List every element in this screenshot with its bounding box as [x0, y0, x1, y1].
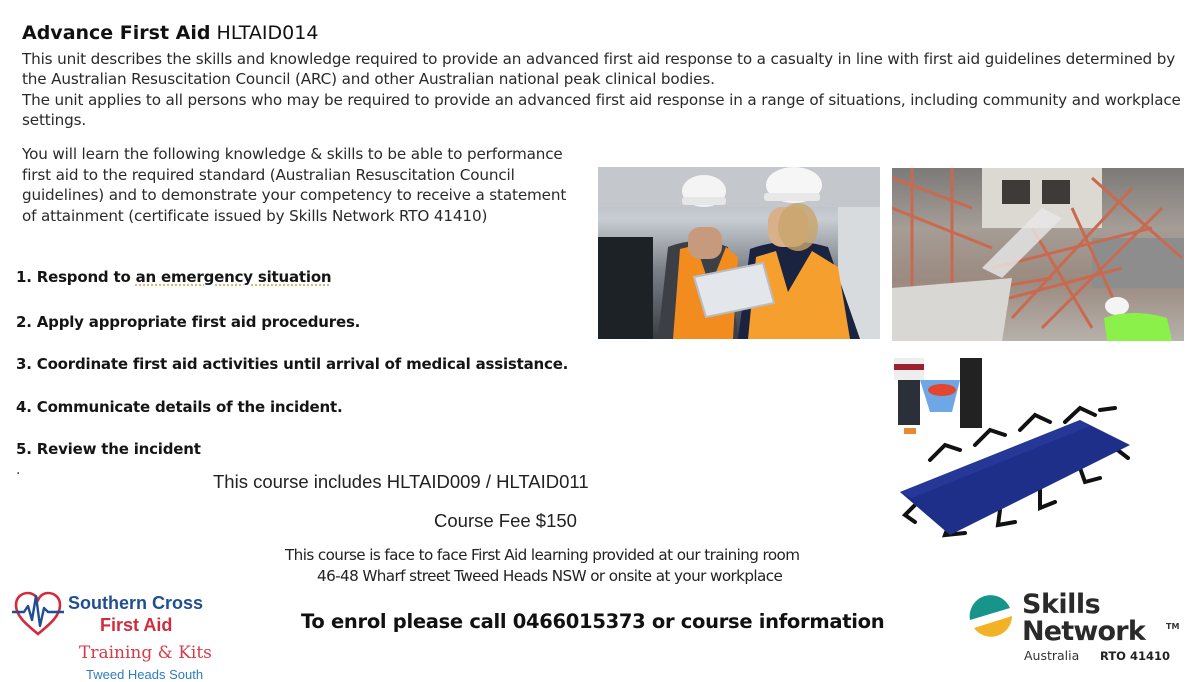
outcome-3: 3. Coordinate first aid activities until arrival of medical assistance.	[16, 355, 569, 373]
heart-pulse-icon	[12, 590, 64, 638]
course-info-line-2: 46-48 Wharf street Tweed Heads NSW or onsite at your workplace	[317, 567, 783, 585]
sn-trademark: TM	[1166, 622, 1180, 631]
page-title	[22, 22, 318, 44]
outcome-4: 4. Communicate details of the incident.	[16, 398, 343, 416]
course-includes: This course includes HLTAID009 / HLTAID011	[213, 471, 589, 492]
photo-workers	[598, 167, 880, 339]
spellcheck-flagged-text: an emergency situation	[135, 268, 332, 286]
stray-dot: .	[16, 462, 21, 478]
intro-paragraph-1: This unit describes the skills and knowledge required to provide an advanced first aid response to a casualty in line with first aid guidelines determined by the Australian Resuscitation Council (ARC) and other Australian national peak clinical bodies.	[22, 50, 1176, 88]
sc-logo-line-1: Southern Cross	[68, 593, 204, 613]
title-bold: Advance First Aid	[22, 22, 211, 44]
sc-logo-line-2: First Aid	[100, 615, 173, 635]
skills-network-mark-icon	[966, 594, 1016, 644]
sc-logo-line-4: Tweed Heads South	[86, 667, 204, 682]
outcome-5: 5. Review the incident	[16, 440, 201, 458]
outcome-1: 1. Respond to an emergency situation	[16, 268, 332, 286]
course-info-line-1: This course is face to face First Aid learning provided at our training room	[285, 546, 800, 564]
sc-logo-line-3: Training & Kits	[79, 643, 212, 663]
intro-paragraph-2: The unit applies to all persons who may be required to provide an advanced first aid response in a range of situations, including community and workplace settings.	[22, 91, 1181, 129]
photo-collapsed-scaffolding	[892, 168, 1184, 341]
learn-paragraph: You will learn the following knowledge & skills to be able to performance first aid to the required standard (Australian Resuscitation Council guidelines) and to demonstrate your competency to receive a statement of attainment (certificate issued by Skills Network RTO 41410)	[22, 145, 567, 225]
sn-country: Australia	[1024, 648, 1080, 663]
photo-stretcher	[890, 350, 1135, 545]
course-fee: Course Fee $150	[434, 510, 577, 531]
outcome-2: 2. Apply appropriate first aid procedures.	[16, 313, 361, 331]
enrol-call-to-action: To enrol please call 0466015373 or course information	[301, 610, 885, 633]
sn-logo-line-1: Skills	[1022, 589, 1101, 620]
sn-logo-line-2: Network	[1022, 616, 1145, 647]
sn-rto-number: RTO 41410	[1100, 649, 1170, 663]
unit-code: HLTAID014	[216, 22, 319, 44]
